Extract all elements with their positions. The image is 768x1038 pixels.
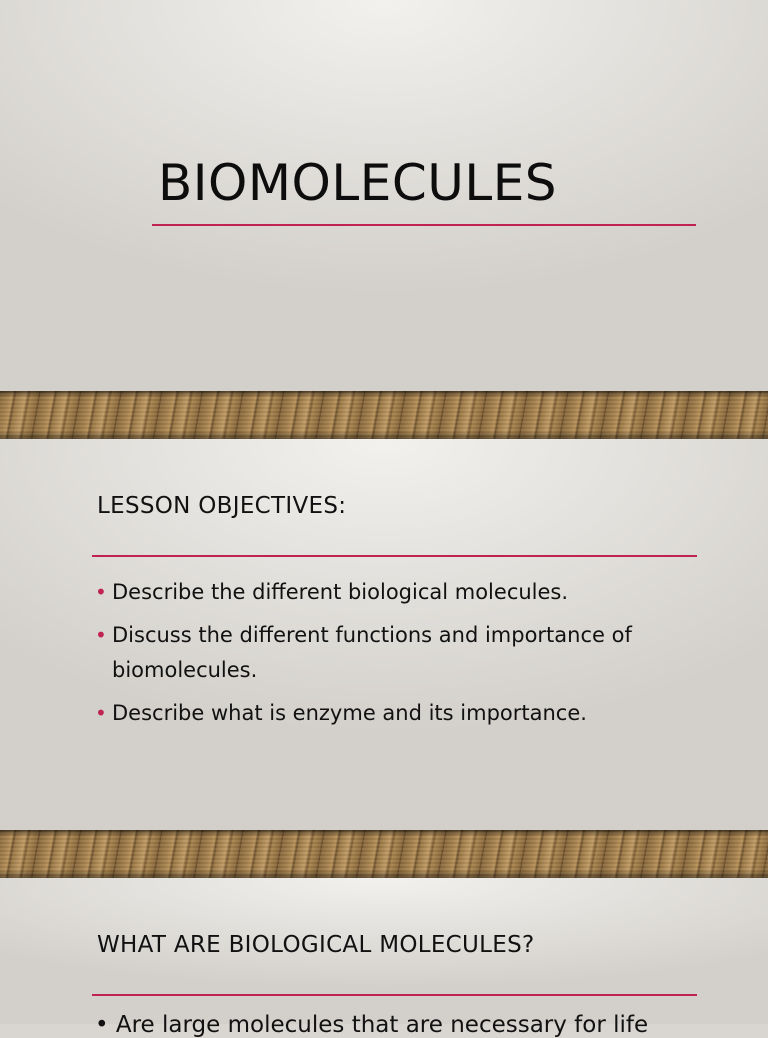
- list-item: • Discuss the different functions and importance of biomolecules.: [95, 618, 705, 688]
- objectives-list: [95, 575, 705, 739]
- slide-1: [0, 0, 768, 392]
- title-underline: [152, 224, 696, 226]
- partial-bullet-text: • Are large molecules that are necessary for life: [95, 1012, 649, 1038]
- bullet-icon: •: [95, 701, 107, 725]
- heading-underline: [92, 994, 697, 996]
- slide-heading: WHAT ARE BIOLOGICAL MOLECULES?: [97, 932, 535, 958]
- wood-divider: [0, 830, 768, 878]
- wood-divider: [0, 391, 768, 439]
- list-item: • Describe the different biological molecules.: [95, 575, 705, 610]
- list-item: • Describe what is enzyme and its importance.: [95, 696, 705, 731]
- bullet-icon: •: [95, 580, 107, 604]
- bullet-icon: •: [95, 623, 107, 647]
- slide-3: [0, 878, 768, 1024]
- slide-heading: LESSON OBJECTIVES:: [97, 493, 347, 519]
- heading-underline: [92, 555, 697, 557]
- slide-2: [0, 439, 768, 831]
- slide-title: BIOMOLECULES: [158, 154, 558, 212]
